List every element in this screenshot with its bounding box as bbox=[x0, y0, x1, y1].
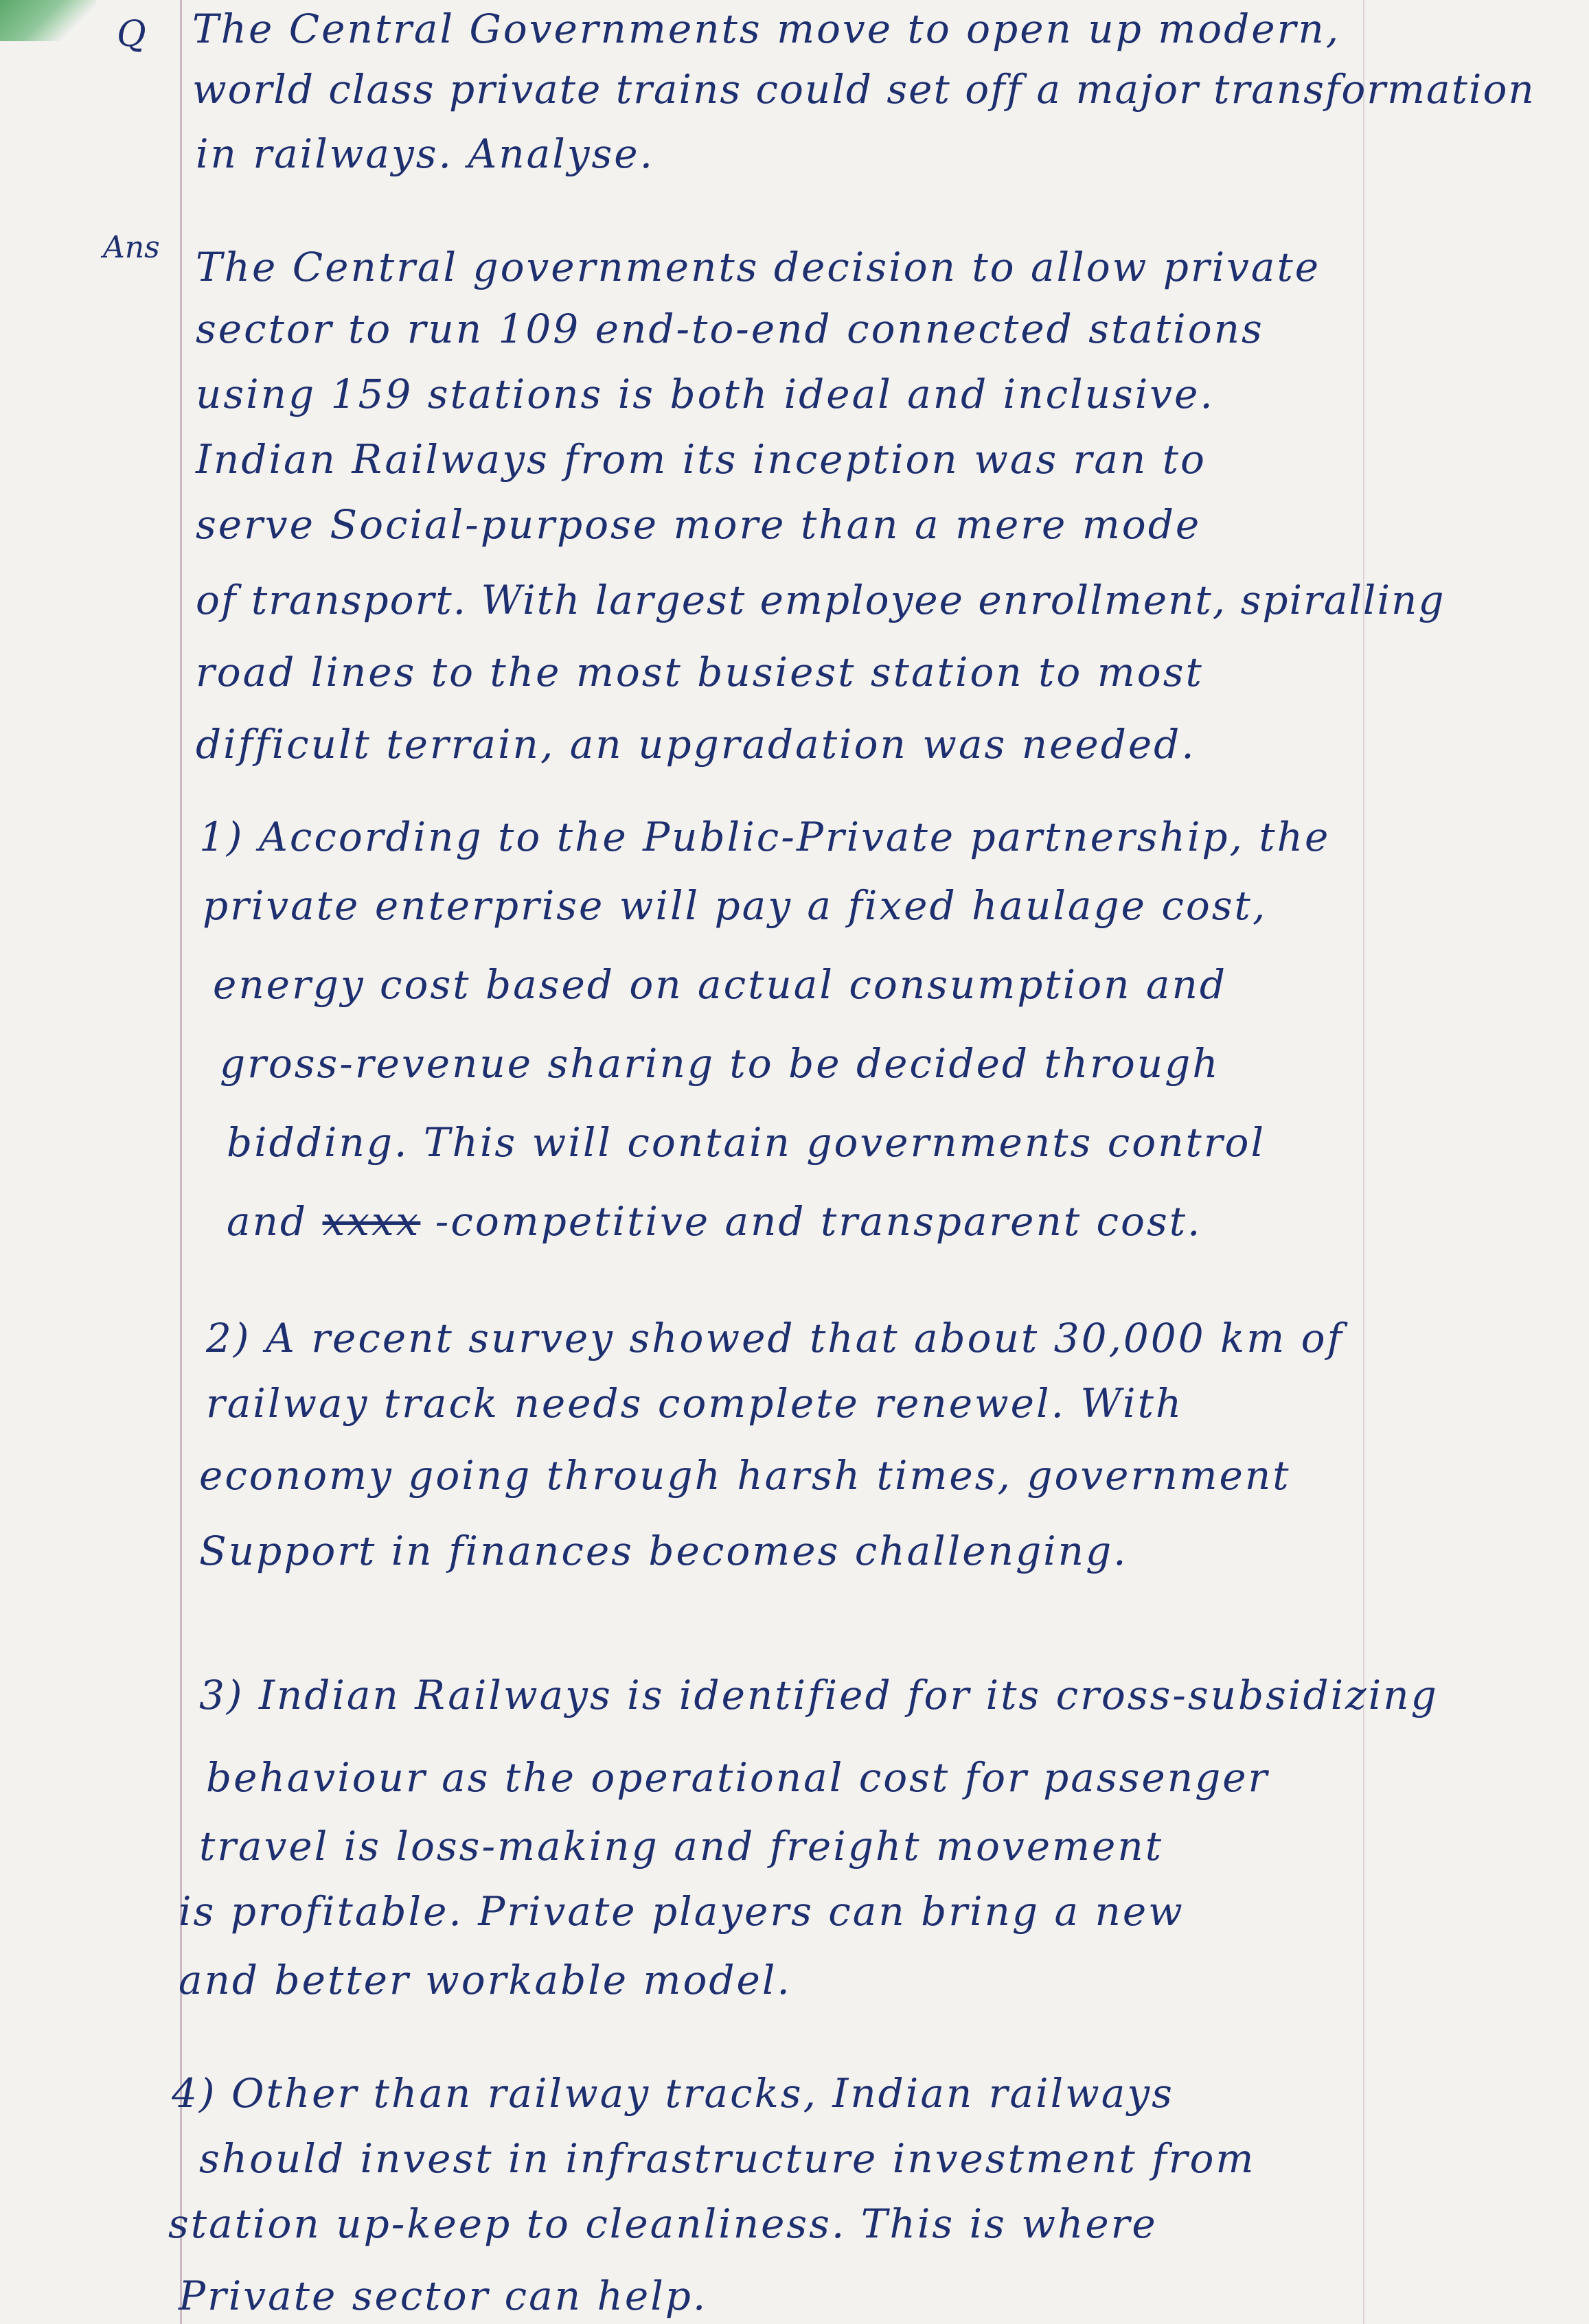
answer-intro-line-5: serve Social-purpose more than a mere mode bbox=[196, 501, 1202, 548]
point4-line-3: station up-keep to cleanliness. This is where bbox=[168, 2200, 1158, 2247]
point4-line-4: Private sector can help. bbox=[179, 2273, 708, 2319]
answer-intro-line-6: of transport. With largest employee enrollment, spiralling bbox=[196, 577, 1445, 623]
point3-line-3: travel is loss-making and freight movement bbox=[199, 1823, 1164, 1869]
point1-line-3: energy cost based on actual consumption and bbox=[213, 961, 1227, 1008]
point1-line-4: gross-revenue sharing to be decided through bbox=[220, 1040, 1220, 1087]
point2-line-4: Support in finances becomes challenging. bbox=[199, 1528, 1128, 1574]
question-number: Q bbox=[117, 14, 146, 55]
question-line-2: world class private trains could set off a major transformation bbox=[192, 66, 1535, 113]
point2-line-1: 2) A recent survey showed that about 30,000 km of bbox=[206, 1315, 1345, 1361]
question-line-3: in railways. Analyse. bbox=[196, 130, 655, 177]
question-line-1: The Central Governments move to open up modern, bbox=[192, 5, 1341, 52]
point2-line-3: economy going through harsh times, government bbox=[199, 1452, 1291, 1499]
struck-word: xxxx bbox=[322, 1198, 421, 1245]
point1-and: and bbox=[227, 1198, 323, 1245]
point1-line-6 bbox=[227, 1198, 1202, 1245]
point1-line-5: bidding. This will contain governments control bbox=[227, 1119, 1266, 1166]
answer-intro-line-8: difficult terrain, an upgradation was needed. bbox=[196, 721, 1196, 768]
point3-line-1: 3) Indian Railways is identified for its cross-subsidizing bbox=[199, 1672, 1439, 1718]
answer-intro-line-3: using 159 stations is both ideal and inclusive. bbox=[196, 371, 1215, 417]
page-corner-tint bbox=[0, 0, 96, 41]
point1-line-1: 1) According to the Public-Private partnership, the bbox=[199, 814, 1331, 860]
answer-label: Ans bbox=[103, 230, 160, 265]
right-margin-rule bbox=[1363, 0, 1364, 2324]
answer-intro-line-4: Indian Railways from its inception was ran to bbox=[196, 436, 1207, 483]
answer-intro-line-2: sector to run 109 end-to-end connected stations bbox=[196, 306, 1264, 352]
point1-line-2: private enterprise will pay a fixed haulage cost, bbox=[203, 882, 1268, 929]
point4-line-2: should invest in infrastructure investment from bbox=[199, 2135, 1256, 2182]
answer-intro-line-7: road lines to the most busiest station to most bbox=[196, 649, 1204, 695]
point3-line-5: and better workable model. bbox=[179, 1957, 792, 2003]
point2-line-2: railway track needs complete renewel. With bbox=[206, 1380, 1184, 1427]
answer-intro-line-1: The Central governments decision to allow private bbox=[196, 244, 1321, 290]
point3-line-4: is profitable. Private players can bring a new bbox=[179, 1888, 1185, 1935]
point3-line-2: behaviour as the operational cost for passenger bbox=[206, 1754, 1270, 1801]
point4-line-1: 4) Other than railway tracks, Indian railways bbox=[172, 2070, 1174, 2117]
point1-line-6-rest: -competitive and transparent cost. bbox=[435, 1198, 1202, 1245]
